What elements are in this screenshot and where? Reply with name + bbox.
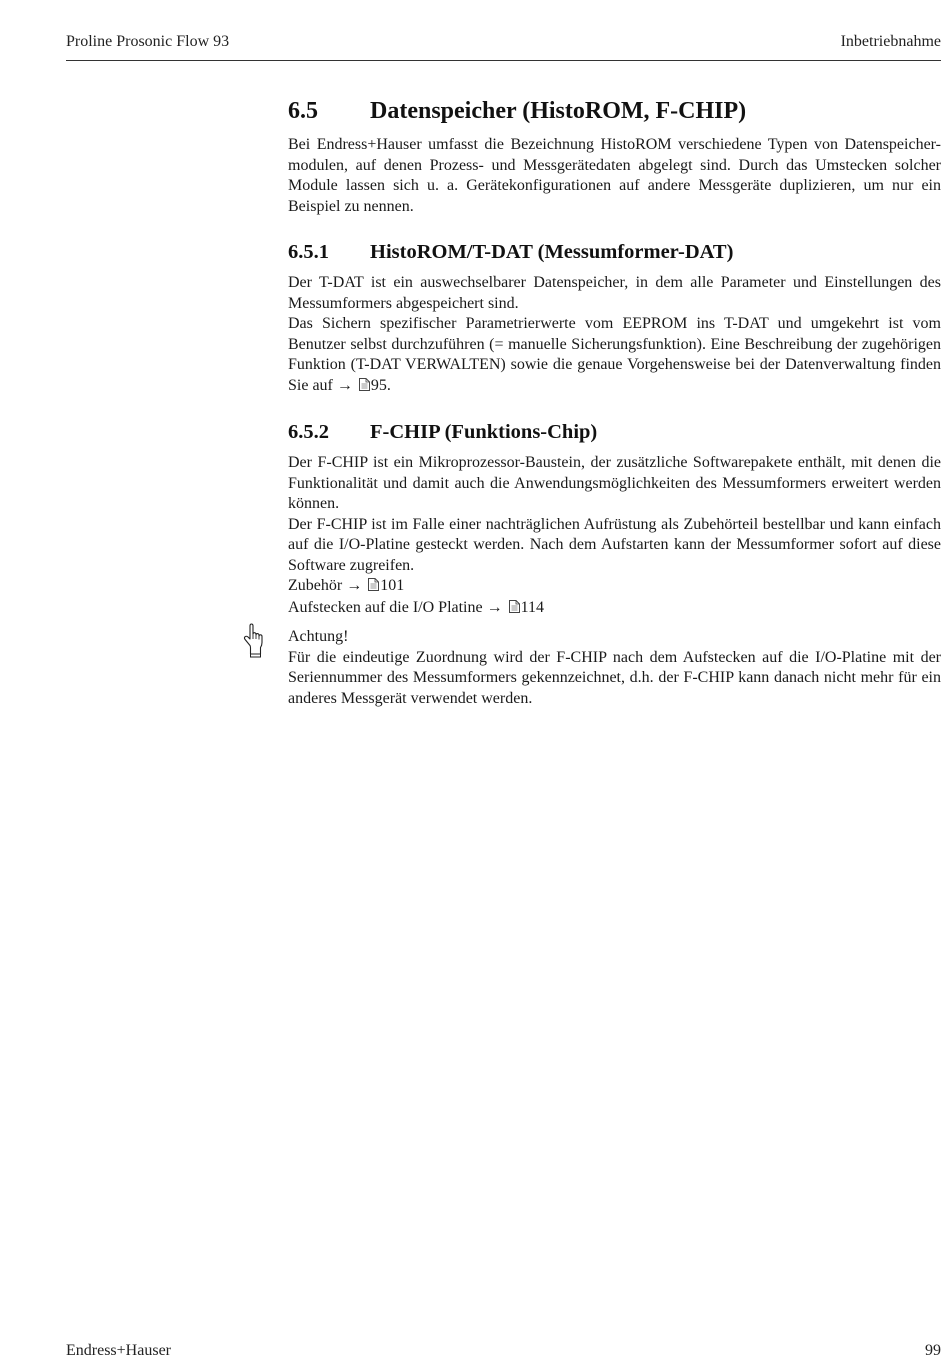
subsection-heading-1 bbox=[288, 238, 941, 266]
page-ref-icon bbox=[509, 599, 520, 620]
section-number: 6.5 bbox=[288, 98, 318, 124]
page-reference[interactable] bbox=[333, 377, 391, 394]
tdat-paragraph-2-text: Das Sichern spezifischer Parametrierwerte vom EEPROM ins T-DAT und umgekehrt ist vom Benutzer selbst durchzuführen (= manuelle Sicherungsfunktion). Eine Beschreibung der zugehörigen Funktion (T-DAT VERWALTEN) sowie die genaue Vorgehensweise bei der Datenverwaltung finden Sie auf bbox=[288, 315, 941, 394]
section-heading bbox=[288, 95, 941, 127]
page-reference[interactable] bbox=[483, 599, 544, 616]
reference-label: Zubehör bbox=[288, 577, 343, 594]
footer-page-number: 99 bbox=[925, 1342, 941, 1359]
section-intro-paragraph: Bei Endress+Hauser umfasst die Bezeichnung HistoROM verschiedene Typen von Datenspeicher-modulen, auf denen Prozess- und Messgerätedaten abgelegt sind. Durch das Umstecken solcher Module lassen sich u. a. Gerätekonfigurationen auf andere Messgeräte duplizieren, um nur ein Beispiel zu nennen. bbox=[288, 136, 941, 215]
subsection-heading-2 bbox=[288, 418, 941, 446]
subsection-title: F-CHIP (Funktions-Chip) bbox=[370, 421, 598, 443]
page-reference-number: 101 bbox=[380, 577, 405, 594]
page-reference[interactable] bbox=[342, 577, 404, 594]
caution-note bbox=[288, 627, 941, 709]
tdat-paragraph-1: Der T-DAT ist ein auswechselbarer Datenspeicher, in dem alle Parameter und Einstellungen des Messumformers abgespeichert sind. bbox=[288, 274, 941, 312]
page-reference-number: 114 bbox=[520, 598, 545, 616]
arrow-right-icon: → bbox=[336, 376, 353, 394]
page-reference-number: 95. bbox=[370, 376, 391, 394]
fchip-paragraph-1: Der F-CHIP ist ein Mikroprozessor-Baustein, der zusätzliche Softwarepakete enthält, mit denen die Funktionalität und damit auch die Anwendungsmöglichkeiten des Messumformers erweitert werden können. bbox=[288, 454, 941, 512]
reference-label: Aufstecken auf die I/O Platine bbox=[288, 598, 483, 616]
page-ref-icon bbox=[359, 377, 370, 398]
footer-company: Endress+Hauser bbox=[66, 1342, 171, 1359]
header-product-name: Proline Prosonic Flow 93 bbox=[66, 33, 230, 50]
fchip-paragraph-2: Der F-CHIP ist im Falle einer nachträglichen Aufrüstung als Zubehörteil bestellbar und kann einfach auf die I/O-Platine gesteckt werden. Nach dem Aufstarten kann der Messumformer sofort auf diese Software zugreifen. bbox=[288, 515, 941, 574]
main-content bbox=[288, 95, 941, 709]
header-divider bbox=[66, 60, 941, 61]
arrow-right-icon: → bbox=[486, 598, 503, 616]
caution-title: Achtung! bbox=[288, 628, 349, 645]
header-chapter-title: Inbetriebnahme bbox=[840, 33, 941, 50]
reference-line-zubehoer bbox=[288, 576, 941, 598]
section-title: Datenspeicher (HistoROM, F-CHIP) bbox=[370, 98, 747, 124]
reference-line-platine bbox=[288, 598, 941, 620]
tdat-paragraph-2 bbox=[288, 314, 941, 397]
arrow-right-icon: → bbox=[346, 577, 363, 594]
caution-text: Für die eindeutige Zuordnung wird der F-CHIP nach dem Aufstecken auf die I/O-Platine mit der Seriennummer des Messumformers gekennzeichnet, d.h. der F-CHIP kann danach nicht mehr für ein anderes Messgerät verwendet werden. bbox=[288, 648, 941, 707]
subsection-title: HistoROM/T-DAT (Messumformer-DAT) bbox=[370, 241, 734, 263]
page-ref-icon bbox=[368, 577, 379, 598]
pointing-hand-icon bbox=[242, 622, 264, 663]
subsection-number: 6.5.1 bbox=[288, 241, 329, 263]
subsection-number: 6.5.2 bbox=[288, 421, 329, 443]
